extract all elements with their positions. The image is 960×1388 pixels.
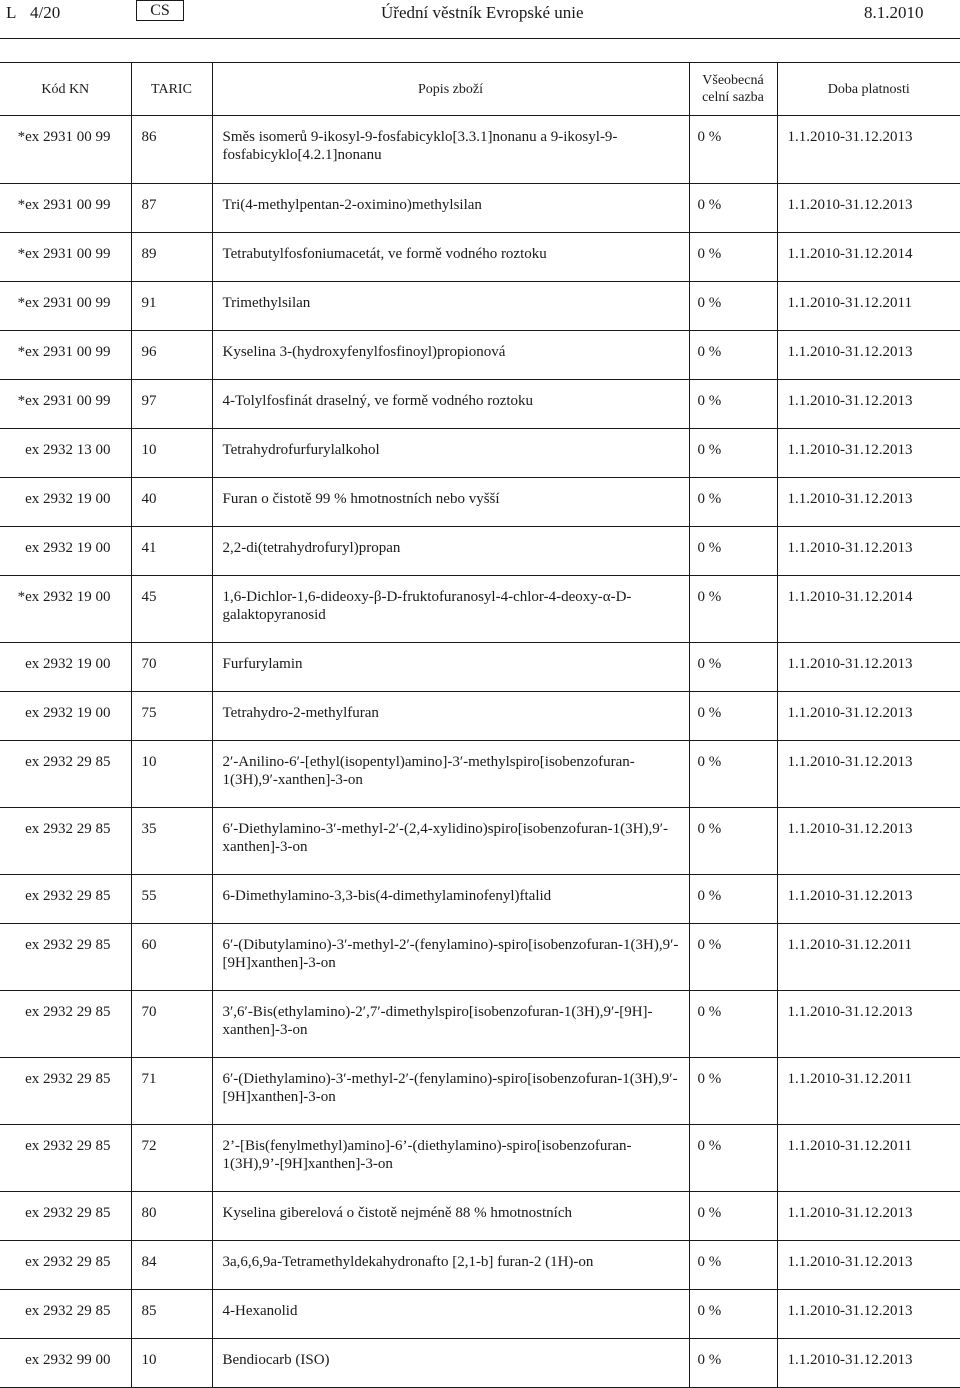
table-header-row: [0, 63, 960, 116]
column-header-duty-rate: Všeobecná celní sazba: [689, 63, 777, 116]
goods-description-cell: 3′,6′-Bis(ethylamino)-2′,7′-dimethylspiro[isobenzofuran-1(3H),9′-[9H]-xanthen]-3-on: [212, 991, 689, 1058]
kn-code-cell: ex 2932 29 85: [25, 888, 111, 904]
kn-code-cell: ex 2932 29 85: [25, 1205, 111, 1221]
duty-rate-cell: 0 %: [689, 741, 777, 808]
validity-period-cell: 1.1.2010-31.12.2013: [777, 429, 960, 478]
kn-cell: [0, 1125, 131, 1192]
goods-description-cell: 1,6-Dichlor-1,6-dideoxy-β-D-fruktofuranosyl-4-chlor-4-deoxy-α-D-galaktopyranosid: [212, 576, 689, 643]
goods-description-cell: Kyselina giberelová o čistotě nejméně 88 % hmotnostních: [212, 1192, 689, 1241]
table-row: [0, 991, 960, 1058]
kn-code-cell: *ex 2931 00 99: [17, 393, 111, 409]
validity-period-cell: 1.1.2010-31.12.2011: [777, 282, 960, 331]
kn-code-cell: ex 2932 29 85: [25, 1138, 111, 1154]
kn-cell: [0, 991, 131, 1058]
taric-code-cell: 71: [131, 1058, 212, 1125]
duty-rate-cell: 0 %: [689, 282, 777, 331]
kn-code-cell: *ex 2931 00 99: [17, 295, 111, 311]
table-row: [0, 1339, 960, 1388]
validity-period-cell: 1.1.2010-31.12.2013: [777, 1339, 960, 1388]
validity-period-cell: 1.1.2010-31.12.2013: [777, 875, 960, 924]
table-row: [0, 116, 960, 184]
kn-cell: [0, 576, 131, 643]
kn-code-cell: *ex 2931 00 99: [17, 344, 111, 360]
kn-code-cell: ex 2932 99 00: [25, 1352, 111, 1368]
taric-code-cell: 87: [131, 184, 212, 233]
duty-rate-cell: 0 %: [689, 1290, 777, 1339]
kn-code-cell: ex 2932 13 00: [25, 442, 111, 458]
issue-date: 8.1.2010: [864, 3, 924, 22]
duty-rate-cell: 0 %: [689, 184, 777, 233]
goods-description-cell: 6′-(Diethylamino)-3′-methyl-2′-(fenylamino)-spiro[isobenzofuran-1(3H),9′-[9H]xanthen]-3-on: [212, 1058, 689, 1125]
kn-code-cell: ex 2932 29 85: [25, 754, 111, 770]
duty-rate-cell: 0 %: [689, 875, 777, 924]
kn-cell: [0, 331, 131, 380]
series-label: L: [6, 3, 17, 22]
kn-cell: [0, 1339, 131, 1388]
table-row: [0, 1192, 960, 1241]
goods-description-cell: Tetrahydrofurfurylalkohol: [212, 429, 689, 478]
column-header-validity: Doba platnosti: [777, 63, 960, 116]
kn-cell: [0, 1058, 131, 1125]
kn-code-cell: ex 2932 29 85: [25, 1303, 111, 1319]
kn-code-cell: ex 2932 29 85: [25, 821, 111, 837]
taric-code-cell: 41: [131, 527, 212, 576]
kn-cell: [0, 116, 131, 184]
duty-rate-cell: 0 %: [689, 1125, 777, 1192]
duty-rate-cell: 0 %: [689, 429, 777, 478]
validity-period-cell: 1.1.2010-31.12.2013: [777, 692, 960, 741]
duty-rate-cell: 0 %: [689, 116, 777, 184]
kn-cell: [0, 233, 131, 282]
table-row: [0, 282, 960, 331]
kn-cell: [0, 282, 131, 331]
kn-cell: [0, 875, 131, 924]
kn-cell: [0, 808, 131, 875]
kn-cell: [0, 380, 131, 429]
table-row: [0, 1058, 960, 1125]
kn-cell: [0, 924, 131, 991]
taric-code-cell: 86: [131, 116, 212, 184]
kn-code-cell: *ex 2931 00 99: [17, 246, 111, 262]
validity-period-cell: 1.1.2010-31.12.2013: [777, 643, 960, 692]
taric-code-cell: 91: [131, 282, 212, 331]
table-row: [0, 576, 960, 643]
kn-cell: [0, 643, 131, 692]
kn-cell: [0, 478, 131, 527]
kn-code-cell: *ex 2931 00 99: [17, 197, 111, 213]
goods-description-cell: 4-Tolylfosfinát draselný, ve formě vodného roztoku: [212, 380, 689, 429]
duty-rate-cell: 0 %: [689, 331, 777, 380]
page-header: [0, 0, 960, 40]
goods-description-cell: Furan o čistotě 99 % hmotnostních nebo vyšší: [212, 478, 689, 527]
taric-code-cell: 97: [131, 380, 212, 429]
tariff-table: [0, 62, 960, 1388]
taric-code-cell: 10: [131, 1339, 212, 1388]
taric-code-cell: 96: [131, 331, 212, 380]
table-row: [0, 875, 960, 924]
table-row: [0, 527, 960, 576]
kn-code-cell: *ex 2931 00 99: [17, 129, 111, 145]
validity-period-cell: 1.1.2010-31.12.2011: [777, 1125, 960, 1192]
table-row: [0, 1125, 960, 1192]
kn-cell: [0, 429, 131, 478]
journal-title: Úřední věstník Evropské unie: [381, 3, 584, 22]
taric-code-cell: 55: [131, 875, 212, 924]
goods-description-cell: 6′-(Dibutylamino)-3′-methyl-2′-(fenylamino)-spiro[isobenzofuran-1(3H),9′-[9H]xanthen]-3-on: [212, 924, 689, 991]
duty-rate-cell: 0 %: [689, 380, 777, 429]
table-row: [0, 808, 960, 875]
taric-code-cell: 72: [131, 1125, 212, 1192]
goods-description-cell: Tetrabutylfosfoniumacetát, ve formě vodného roztoku: [212, 233, 689, 282]
taric-code-cell: 45: [131, 576, 212, 643]
page-number: 4/20: [30, 3, 61, 22]
validity-period-cell: 1.1.2010-31.12.2013: [777, 116, 960, 184]
taric-code-cell: 85: [131, 1290, 212, 1339]
duty-rate-cell: 0 %: [689, 576, 777, 643]
goods-description-cell: Furfurylamin: [212, 643, 689, 692]
goods-description-cell: 6′-Diethylamino-3′-methyl-2′-(2,4-xylidino)spiro[isobenzofuran-1(3H),9′-xanthen]-3-on: [212, 808, 689, 875]
column-header-kn: Kód KN: [0, 63, 131, 116]
duty-rate-cell: 0 %: [689, 527, 777, 576]
taric-code-cell: 40: [131, 478, 212, 527]
goods-description-cell: 2′-Anilino-6′-[ethyl(isopentyl)amino]-3′-methylspiro[isobenzofuran-1(3H),9′-xanthen]-3-on: [212, 741, 689, 808]
goods-description-cell: Tetrahydro-2-methylfuran: [212, 692, 689, 741]
kn-cell: [0, 1192, 131, 1241]
taric-code-cell: 84: [131, 1241, 212, 1290]
goods-description-cell: Kyselina 3-(hydroxyfenylfosfinoyl)propionová: [212, 331, 689, 380]
validity-period-cell: 1.1.2010-31.12.2013: [777, 478, 960, 527]
goods-description-cell: 3a,6,6,9a-Tetramethyldekahydronafto [2,1-b] furan-2 (1H)-on: [212, 1241, 689, 1290]
taric-code-cell: 70: [131, 991, 212, 1058]
table-row: [0, 331, 960, 380]
duty-rate-cell: 0 %: [689, 233, 777, 282]
duty-rate-cell: 0 %: [689, 478, 777, 527]
validity-period-cell: 1.1.2010-31.12.2013: [777, 331, 960, 380]
taric-code-cell: 70: [131, 643, 212, 692]
kn-cell: [0, 527, 131, 576]
duty-rate-cell: 0 %: [689, 808, 777, 875]
taric-code-cell: 35: [131, 808, 212, 875]
goods-description-cell: Bendiocarb (ISO): [212, 1339, 689, 1388]
duty-rate-cell: 0 %: [689, 1192, 777, 1241]
header-rule: [0, 38, 960, 39]
goods-description-cell: 6-Dimethylamino-3,3-bis(4-dimethylaminofenyl)ftalid: [212, 875, 689, 924]
validity-period-cell: 1.1.2010-31.12.2013: [777, 380, 960, 429]
goods-description-cell: 4-Hexanolid: [212, 1290, 689, 1339]
kn-code-cell: ex 2932 29 85: [25, 937, 111, 953]
validity-period-cell: 1.1.2010-31.12.2013: [777, 808, 960, 875]
duty-rate-cell: 0 %: [689, 1339, 777, 1388]
duty-rate-cell: 0 %: [689, 1241, 777, 1290]
table-row: [0, 1241, 960, 1290]
table-body: [0, 116, 960, 1388]
duty-rate-cell: 0 %: [689, 692, 777, 741]
goods-description-cell: 2’-[Bis(fenylmethyl)amino]-6’-(diethylamino)-spiro[isobenzofuran-1(3H),9’-[9H]xanthen]-3-on: [212, 1125, 689, 1192]
table-row: [0, 184, 960, 233]
goods-description-cell: Trimethylsilan: [212, 282, 689, 331]
validity-period-cell: 1.1.2010-31.12.2013: [777, 741, 960, 808]
validity-period-cell: 1.1.2010-31.12.2013: [777, 991, 960, 1058]
kn-code-cell: ex 2932 19 00: [25, 656, 111, 672]
duty-rate-cell: 0 %: [689, 991, 777, 1058]
kn-cell: [0, 1241, 131, 1290]
goods-description-cell: Tri(4-methylpentan-2-oximino)methylsilan: [212, 184, 689, 233]
language-badge: CS: [136, 0, 184, 21]
table-row: [0, 643, 960, 692]
taric-code-cell: 10: [131, 429, 212, 478]
goods-description-cell: 2,2-di(tetrahydrofuryl)propan: [212, 527, 689, 576]
validity-period-cell: 1.1.2010-31.12.2011: [777, 1058, 960, 1125]
kn-code-cell: *ex 2932 19 00: [17, 589, 111, 605]
taric-code-cell: 75: [131, 692, 212, 741]
duty-rate-cell: 0 %: [689, 643, 777, 692]
validity-period-cell: 1.1.2010-31.12.2011: [777, 924, 960, 991]
table-row: [0, 1290, 960, 1339]
table-row: [0, 692, 960, 741]
validity-period-cell: 1.1.2010-31.12.2014: [777, 233, 960, 282]
table-row: [0, 380, 960, 429]
validity-period-cell: 1.1.2010-31.12.2013: [777, 184, 960, 233]
kn-code-cell: ex 2932 19 00: [25, 705, 111, 721]
validity-period-cell: 1.1.2010-31.12.2014: [777, 576, 960, 643]
kn-cell: [0, 692, 131, 741]
duty-rate-cell: 0 %: [689, 1058, 777, 1125]
kn-code-cell: ex 2932 29 85: [25, 1004, 111, 1020]
kn-code-cell: ex 2932 29 85: [25, 1071, 111, 1087]
table-row: [0, 429, 960, 478]
validity-period-cell: 1.1.2010-31.12.2013: [777, 1241, 960, 1290]
taric-code-cell: 80: [131, 1192, 212, 1241]
taric-code-cell: 60: [131, 924, 212, 991]
kn-code-cell: ex 2932 29 85: [25, 1254, 111, 1270]
validity-period-cell: 1.1.2010-31.12.2013: [777, 1192, 960, 1241]
column-header-description: Popis zboží: [212, 63, 689, 116]
kn-code-cell: ex 2932 19 00: [25, 540, 111, 556]
taric-code-cell: 89: [131, 233, 212, 282]
kn-cell: [0, 1290, 131, 1339]
validity-period-cell: 1.1.2010-31.12.2013: [777, 527, 960, 576]
kn-cell: [0, 741, 131, 808]
table-row: [0, 741, 960, 808]
validity-period-cell: 1.1.2010-31.12.2013: [777, 1290, 960, 1339]
goods-description-cell: Směs isomerů 9-ikosyl-9-fosfabicyklo[3.3.1]nonanu a 9-ikosyl-9-fosfabicyklo[4.2.1]nonanu: [212, 116, 689, 184]
taric-code-cell: 10: [131, 741, 212, 808]
table-row: [0, 233, 960, 282]
column-header-taric: TARIC: [131, 63, 212, 116]
duty-rate-cell: 0 %: [689, 924, 777, 991]
kn-code-cell: ex 2932 19 00: [25, 491, 111, 507]
table-row: [0, 924, 960, 991]
kn-cell: [0, 184, 131, 233]
table-row: [0, 478, 960, 527]
